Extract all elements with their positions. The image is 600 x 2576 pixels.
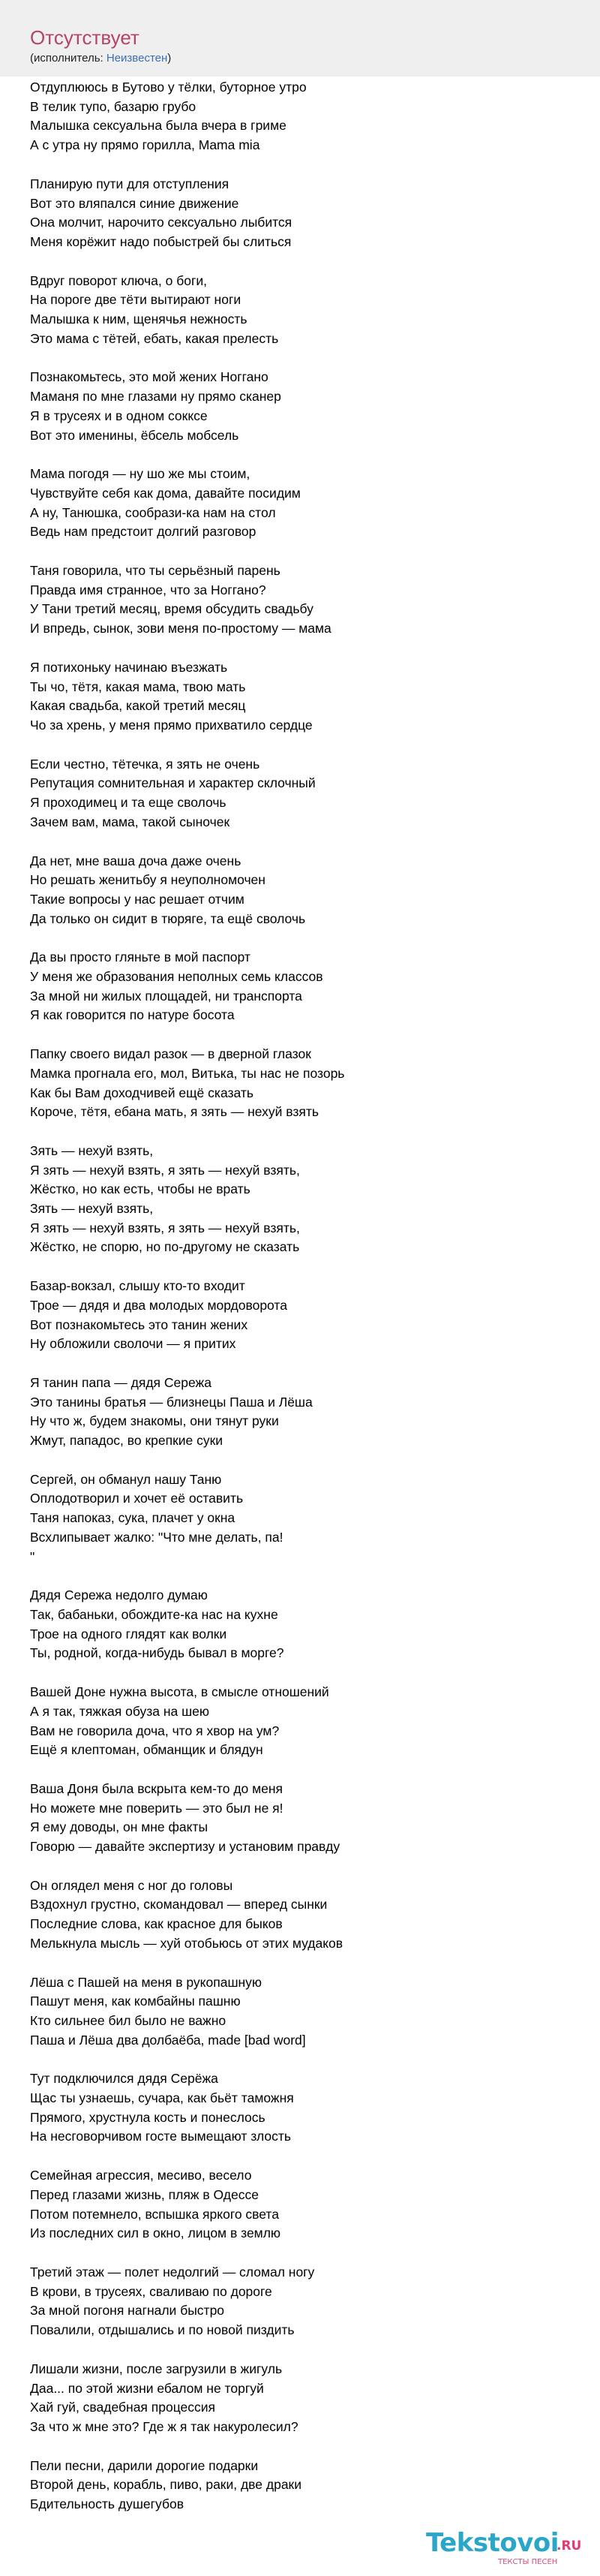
lyrics-line: У Тани третий месяц, время обсудить свадьбу — [30, 601, 314, 617]
lyrics-stanza — [30, 658, 570, 736]
lyrics-line: Маманя по мне глазами ну прямо сканер — [30, 389, 281, 405]
lyrics-stanza — [30, 1973, 570, 2051]
lyrics-line: Лишали жизни, после загрузили в жигуль — [30, 2361, 283, 2376]
lyrics-line: Это мама с тётей, ебать, какая прелесть — [30, 330, 279, 346]
lyrics-stanza — [30, 78, 570, 155]
lyrics-line: Всхлипывает жалко: "Что мне делать, па! — [30, 1529, 284, 1545]
lyrics-line: Короче, тётя, ебана мать, я зять — нехуй взять — [30, 1104, 320, 1120]
lyrics-stanza — [30, 2166, 570, 2243]
lyrics-line: Из последних сил в окно, лицом в землю — [30, 2225, 281, 2241]
lyrics-stanza — [30, 2069, 570, 2147]
lyrics-line: Пашут меня, как комбайны пашню — [30, 1994, 241, 2009]
artist-suffix: ) — [167, 52, 172, 65]
lyrics-line: Как бы Вам доходчивей ещё сказать — [30, 1085, 254, 1100]
lyrics-line: Ваша Доня была вскрыта кем-то до меня — [30, 1780, 284, 1796]
watermark-subtitle: ТЕКСТЫ ПЕСЕН — [498, 2558, 558, 2566]
lyrics-line: Если честно, тётечка, я зять не очень — [30, 756, 260, 772]
lyrics-line: Да нет, мне ваша доча даже очень — [30, 853, 242, 868]
lyrics-line: Хай гуй, свадебная процессия — [30, 2400, 216, 2415]
song-header — [0, 0, 600, 77]
lyrics-stanza — [30, 2263, 570, 2340]
lyrics-line: Таня напоказ, сука, плачет у окна — [30, 1510, 236, 1526]
lyrics-stanza — [30, 2457, 570, 2514]
lyrics-line: Я потихоньку начинаю въезжать — [30, 659, 228, 675]
lyrics-line: Мама погодя — ну шо же мы стоим, — [30, 466, 250, 482]
lyrics-line: Ну обложили сволочи — я притих — [30, 1336, 236, 1352]
lyrics-stanza — [30, 1470, 570, 1567]
lyrics-line: Вот познакомьтесь это танин жених — [30, 1317, 248, 1332]
lyrics-stanza — [30, 1586, 570, 1663]
artist-line — [30, 51, 171, 66]
lyrics-stanza — [30, 755, 570, 832]
lyrics-line: А я так, тяжкая обуза на шею — [30, 1703, 210, 1719]
lyrics-stanza — [30, 852, 570, 929]
lyrics-line: Так, бабаньки, обождите-ка нас на кухне — [30, 1607, 278, 1622]
lyrics-line: Ну что ж, будем знакомы, они тянут руки — [30, 1413, 279, 1429]
lyrics-line: Дядя Сережа недолго думаю — [30, 1587, 208, 1603]
lyrics-stanza — [30, 1683, 570, 1760]
lyrics-stanza — [30, 2360, 570, 2437]
lyrics-line: Зять — нехуй взять, — [30, 1142, 154, 1158]
lyrics-line: Папку своего видал разок — в дверной глазок — [30, 1046, 311, 1062]
lyrics-line: Ты чо, тётя, какая мама, твою мать — [30, 679, 246, 694]
lyrics-line: Щас ты узнаешь, сучара, как бьёт таможня — [30, 2090, 294, 2106]
lyrics-line: Жёстко, но как есть, чтобы не врать — [30, 1181, 250, 1197]
lyrics-line: Репутация сомнительная и характер склочный — [30, 775, 316, 791]
lyrics-line: Перед глазами жизнь, пляж в Одессе — [30, 2186, 259, 2202]
lyrics-line: Лёша с Пашей на меня в рукопашную — [30, 1974, 262, 1990]
lyrics-stanza — [30, 1142, 570, 1257]
lyrics-line: Вот это вляпался синие движение — [30, 195, 239, 211]
lyrics-line: Ты, родной, когда-нибудь бывал в морге? — [30, 1645, 284, 1661]
lyrics-line: Ещё я клептоман, обманщик и блядун — [30, 1742, 263, 1758]
lyrics-line: Я ему доводы, он мне факты — [30, 1819, 208, 1835]
lyrics-line: Я в трусеях и в одном сокксе — [30, 408, 208, 423]
lyrics-line: И впредь, сынок, зови меня по-простому — мама — [30, 621, 332, 636]
lyrics-line: Мелькнула мысль — хуй отобьюсь от этих мудаков — [30, 1935, 344, 1951]
lyrics-line: Малышка сексуальна была вчера в гриме — [30, 118, 286, 134]
lyrics-stanza — [30, 1277, 570, 1354]
lyrics-line: Трое — дядя и два молодых мордоворота — [30, 1297, 287, 1313]
lyrics-line: Она молчит, нарочито сексуально лыбится — [30, 215, 292, 230]
lyrics-line: А ну, Танюшка, сообрази-ка нам на стол — [30, 504, 276, 520]
lyrics-line: За что ж мне это? Где ж я так накуролесил? — [30, 2418, 298, 2434]
lyrics-line: Чо за хрень, у меня прямо прихватило сердце — [30, 717, 313, 733]
lyrics-line: Планирую пути для отступления — [30, 176, 230, 191]
lyrics-line: " — [30, 1548, 35, 1564]
artist-prefix: (исполнитель: — [30, 52, 106, 65]
lyrics-line: Такие вопросы у нас решает отчим — [30, 891, 244, 907]
lyrics-line: Какая свадьба, какой третий месяц — [30, 698, 246, 714]
lyrics-line: Меня корёжит надо побыстрей бы слиться — [30, 233, 292, 249]
lyrics-line: На пороге две тёти вытирают ноги — [30, 292, 242, 308]
lyrics-line: Прямого, хрустнула кость и понеслось — [30, 2109, 266, 2125]
lyrics-line: Вздохнул грустно, скомандовал — вперед сынки — [30, 1897, 328, 1912]
lyrics-line: За мной ни жилых площадей, ни транспорта — [30, 988, 302, 1004]
lyrics-line: Зачем вам, мама, такой сыночек — [30, 814, 230, 829]
lyrics-line: Таня говорила, что ты серьёзный парень — [30, 563, 280, 579]
lyrics-line: Правда имя странное, что за Ноггано? — [30, 582, 266, 597]
lyrics-line: Мамка прогнала его, мол, Витька, ты нас не позорь — [30, 1065, 345, 1081]
lyrics-line: Я зять — нехуй взять, я зять — нехуй взять, — [30, 1220, 300, 1235]
lyrics-line: А с утра ну прямо горилла, Mama mia — [30, 137, 260, 153]
lyrics-stanza — [30, 175, 570, 252]
lyrics-line: Но решать женитьбу я неуполномочен — [30, 872, 266, 888]
lyrics-line: Даа... по этой жизни ебалом не торгуй — [30, 2380, 264, 2396]
lyrics-line: Оплодотворил и хочет её оставить — [30, 1491, 244, 1506]
lyrics-line: Вдруг поворот ключа, о боги, — [30, 272, 207, 288]
lyrics-line: За мной погоня нагнали быстро — [30, 2303, 225, 2319]
lyrics-line: Ведь нам предстоит долгий разговор — [30, 524, 256, 540]
lyrics-line: Но можете мне поверить — это был не я! — [30, 1800, 284, 1816]
lyrics-line: Говорю — давайте экспертизу и установим правду — [30, 1839, 340, 1855]
lyrics-line: Да вы просто гляньте в мой паспорт — [30, 949, 250, 965]
lyrics-line: Кто сильнее бил было не важно — [30, 2012, 226, 2028]
lyrics-line: Паша и Лёша два долбаёба, made [bad word] — [30, 2032, 306, 2048]
lyrics-line: Пели песни, дарили дорогие подарки — [30, 2457, 259, 2473]
lyrics-line: Малышка к ним, щенячья нежность — [30, 311, 248, 327]
lyrics-line: Семейная агрессия, месиво, весело — [30, 2168, 252, 2183]
lyrics-stanza — [30, 561, 570, 639]
lyrics-stanza — [30, 368, 570, 445]
lyrics-line: У меня же образования неполных семь классов — [30, 969, 323, 985]
lyrics-stanza — [30, 1780, 570, 1857]
lyrics-line: Я танин папа — дядя Сережа — [30, 1374, 212, 1390]
lyrics-line: Вам не говорила доча, что я хвор на ум? — [30, 1723, 280, 1738]
lyrics-stanza — [30, 1374, 570, 1451]
lyrics-line: Последние слова, как красное для быков — [30, 1916, 283, 1932]
lyrics-line: Я как говорится по натуре босота — [30, 1007, 235, 1023]
artist-link[interactable]: Неизвестен — [106, 52, 168, 65]
lyrics-line: Сергей, он обманул нашу Таню — [30, 1471, 222, 1487]
lyrics-line: Базар-вокзал, слышу кто-то входит — [30, 1278, 245, 1294]
site-watermark — [426, 2528, 591, 2570]
lyrics-line: Чувствуйте себя как дома, давайте посидим — [30, 485, 301, 501]
watermark-logo-text: Tekstovoi — [426, 2528, 559, 2558]
lyrics-line: Трое на одного глядят как волки — [30, 1626, 227, 1642]
lyrics-line: Я зять — нехуй взять, я зять — нехуй взять, — [30, 1162, 300, 1178]
lyrics-line: Второй день, корабль, пиво, раки, две драки — [30, 2477, 302, 2493]
lyrics-line: Повалили, отдышались и по новой пиздить — [30, 2322, 295, 2338]
lyrics-line: Вашей Доне нужна высота, в смысле отношений — [30, 1684, 329, 1700]
lyrics-stanza — [30, 272, 570, 349]
lyrics-stanza — [30, 948, 570, 1025]
lyrics-line: Зять — нехуй взять, — [30, 1201, 154, 1217]
lyrics-line: Это танины братья — близнецы Паша и Лёша — [30, 1394, 313, 1410]
lyrics-line: На несговорчивом госте вымещают злость — [30, 2129, 292, 2144]
watermark-domain: .RU — [556, 2538, 582, 2553]
lyrics-line: Отдуплююсь в Бутово у тёлки, буторное утро — [30, 80, 307, 95]
lyrics-line: Вот это именины, ёбсель мобсель — [30, 427, 239, 443]
lyrics-line: Потом потемнело, вспышка яркого света — [30, 2206, 279, 2222]
lyrics-line: Бдительность душегубов — [30, 2496, 184, 2512]
lyrics-stanza — [30, 465, 570, 542]
lyrics-line: Третий этаж — полет недолгий — сломал ногу — [30, 2264, 315, 2280]
lyrics-body — [30, 78, 570, 2534]
lyrics-line: В телик тупо, базарю грубо — [30, 98, 196, 114]
lyrics-stanza — [30, 1045, 570, 1122]
song-title: Отсутствует — [30, 26, 140, 49]
lyrics-line: Познакомьтесь, это мой жених Ноггано — [30, 369, 268, 385]
lyrics-line: В крови, в трусеях, сваливаю по дороге — [30, 2283, 272, 2299]
lyrics-stanza — [30, 1876, 570, 1954]
lyrics-line: Он оглядел меня с ног до головы — [30, 1877, 233, 1893]
lyrics-line: Я проходимец и та еще сволочь — [30, 795, 226, 811]
lyrics-line: Жмут, пападос, во крепкие суки — [30, 1433, 224, 1449]
lyrics-line: Жёстко, не спорю, но по-другому не сказать — [30, 1239, 300, 1255]
lyrics-line: Тут подключился дядя Серёжа — [30, 2071, 218, 2087]
lyrics-line: Да только он сидит в тюряге, та ещё сволочь — [30, 910, 306, 926]
